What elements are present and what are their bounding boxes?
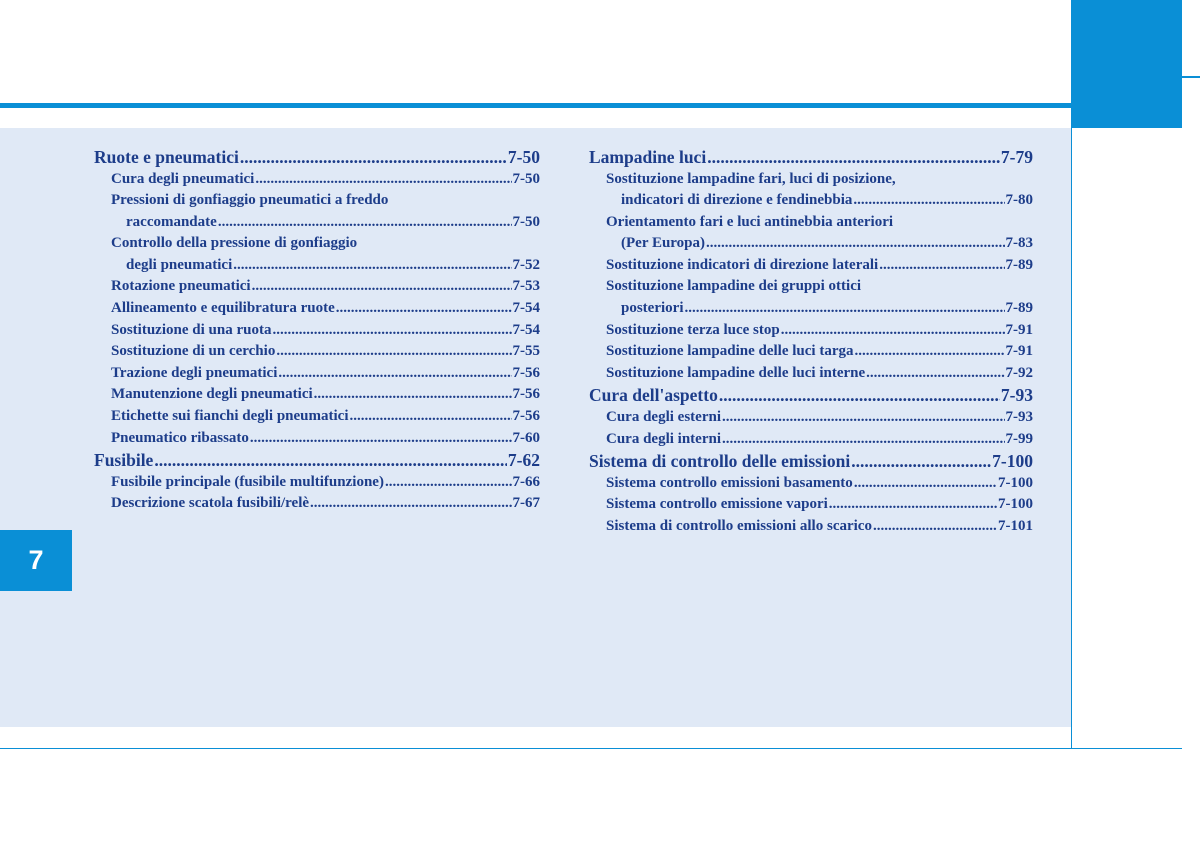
toc-subentry[interactable] bbox=[589, 190, 1033, 212]
toc-entry-title: Fusibile principale (fusibile multifunzione) bbox=[111, 473, 384, 490]
toc-entry-title: Sostituzione indicatori di direzione laterali bbox=[606, 256, 879, 273]
toc-subentry-line1[interactable]: Sostituzione lampadine dei gruppi ottici bbox=[606, 278, 862, 295]
header-rule bbox=[0, 103, 1071, 108]
toc-entry-title: Sistema controllo emissioni basamento bbox=[606, 474, 853, 491]
toc-entry[interactable] bbox=[94, 146, 540, 169]
leader-dots bbox=[336, 298, 512, 320]
toc-subentry[interactable] bbox=[589, 516, 1033, 538]
toc-entry-title: indicatori di direzione e fendinebbia bbox=[621, 192, 853, 209]
toc-subentry-line1[interactable]: Pressioni di gonfiaggio pneumatici a freddo bbox=[111, 192, 389, 209]
leader-dots bbox=[879, 255, 1004, 277]
toc-entry-title: Sostituzione di un cerchio bbox=[111, 343, 276, 360]
toc-entry-title: Cura degli esterni bbox=[606, 408, 721, 425]
toc-subentry[interactable] bbox=[589, 298, 1033, 320]
toc-entry-title: Descrizione scatola fusibili/relè bbox=[111, 495, 310, 512]
leader-dots bbox=[829, 494, 997, 516]
toc-entry[interactable] bbox=[589, 146, 1033, 169]
toc-entry-title: raccomandate bbox=[126, 213, 217, 230]
leader-dots bbox=[252, 276, 512, 298]
toc-entry[interactable] bbox=[589, 450, 1033, 473]
toc-entry-title: Etichette sui fianchi degli pneumatici bbox=[111, 408, 349, 425]
toc-entry-page: 7-100 bbox=[992, 451, 1033, 472]
toc-entry-title: posteriori bbox=[621, 300, 684, 317]
toc-entry-page: 7-60 bbox=[512, 429, 540, 446]
leader-dots bbox=[272, 320, 511, 342]
toc-entry-page: 7-101 bbox=[998, 517, 1033, 534]
toc-entry-page: 7-93 bbox=[1000, 385, 1033, 406]
toc-entry-title: degli pneumatici bbox=[126, 256, 233, 273]
toc-entry-title: Pneumatico ribassato bbox=[111, 429, 249, 446]
toc-entry-page: 7-93 bbox=[1005, 408, 1033, 425]
toc-entry-title: Sistema di controllo emissioni allo scarico bbox=[606, 517, 872, 534]
footer-rule bbox=[0, 748, 1182, 749]
toc-entry-page: 7-100 bbox=[998, 496, 1033, 513]
leader-dots bbox=[233, 255, 511, 277]
toc-subentry[interactable] bbox=[94, 363, 540, 385]
toc-entry-page: 7-89 bbox=[1005, 256, 1033, 273]
toc-entry-title: Sistema di controllo delle emissioni bbox=[589, 451, 851, 472]
leader-dots bbox=[310, 493, 511, 515]
toc-subentry[interactable] bbox=[94, 341, 540, 363]
leader-dots bbox=[707, 146, 1000, 169]
leader-dots bbox=[855, 341, 1005, 363]
toc-subentry[interactable] bbox=[589, 320, 1033, 342]
toc-entry-page: 7-91 bbox=[1005, 321, 1033, 338]
toc-subentry[interactable] bbox=[94, 169, 540, 191]
toc-subentry[interactable] bbox=[94, 298, 540, 320]
leader-dots bbox=[276, 341, 511, 363]
toc-entry-page: 7-92 bbox=[1005, 364, 1033, 381]
leader-dots bbox=[250, 428, 512, 450]
toc-subentry[interactable] bbox=[589, 255, 1033, 277]
side-divider bbox=[1071, 128, 1072, 748]
toc-entry-page: 7-50 bbox=[507, 147, 540, 167]
toc-subentry[interactable] bbox=[589, 407, 1033, 429]
toc-subentry[interactable] bbox=[589, 233, 1033, 255]
toc-entry-title: Cura degli interni bbox=[606, 430, 721, 447]
leader-dots bbox=[218, 212, 512, 234]
toc-subentry[interactable] bbox=[94, 493, 540, 515]
leader-dots bbox=[873, 516, 997, 538]
toc-entry-page: 7-62 bbox=[507, 450, 540, 471]
chapter-number-tab: 7 bbox=[0, 530, 72, 591]
toc-entry-page: 7-67 bbox=[512, 495, 540, 512]
leader-dots bbox=[240, 146, 507, 169]
toc-subentry-line1[interactable]: Orientamento fari e luci antinebbia anteriori bbox=[606, 213, 894, 230]
toc-entry-title: Ruote e pneumatici bbox=[94, 147, 239, 167]
toc-subentry[interactable] bbox=[94, 212, 540, 234]
toc-subentry[interactable] bbox=[94, 428, 540, 450]
toc-subentry[interactable] bbox=[589, 363, 1033, 385]
toc-entry-page: 7-100 bbox=[998, 474, 1033, 491]
leader-dots bbox=[851, 450, 991, 473]
leader-dots bbox=[684, 298, 1004, 320]
toc-entry-title: Sostituzione lampadine delle luci interne bbox=[606, 364, 866, 381]
toc-entry-page: 7-50 bbox=[512, 170, 540, 187]
toc-subentry[interactable] bbox=[589, 429, 1033, 451]
toc-entry-title: Fusibile bbox=[94, 450, 154, 471]
toc-entry-page: 7-54 bbox=[512, 321, 540, 338]
leader-dots bbox=[278, 363, 511, 385]
toc-entry-page: 7-56 bbox=[512, 408, 540, 425]
toc-entry-page: 7-79 bbox=[1000, 147, 1033, 167]
toc-entry-page: 7-54 bbox=[512, 300, 540, 317]
leader-dots bbox=[255, 169, 511, 191]
toc-entry-title: (Per Europa) bbox=[621, 235, 706, 252]
toc-entry-title: Sostituzione lampadine delle luci targa bbox=[606, 343, 854, 360]
toc-subentry-line1[interactable]: Sostituzione lampadine fari, luci di posizione, bbox=[606, 170, 896, 187]
leader-dots bbox=[706, 233, 1004, 255]
toc-subentry[interactable] bbox=[94, 320, 540, 342]
toc-right-column bbox=[589, 146, 1033, 537]
leader-dots bbox=[385, 472, 512, 494]
corner-mark bbox=[1182, 76, 1200, 78]
toc-subentry[interactable] bbox=[94, 276, 540, 298]
toc-entry-title: Sostituzione terza luce stop bbox=[606, 321, 780, 338]
toc-subentry[interactable] bbox=[94, 472, 540, 494]
toc-subentry[interactable] bbox=[589, 341, 1033, 363]
toc-entry-title: Rotazione pneumatici bbox=[111, 278, 251, 295]
leader-dots bbox=[154, 449, 507, 472]
toc-entry-title: Allineamento e equilibratura ruote bbox=[111, 300, 335, 317]
toc-entry-page: 7-80 bbox=[1005, 192, 1033, 209]
leader-dots bbox=[854, 473, 997, 495]
toc-entry-title: Cura dell'aspetto bbox=[589, 385, 718, 406]
toc-subentry[interactable] bbox=[94, 406, 540, 428]
toc-entry-page: 7-99 bbox=[1005, 430, 1033, 447]
leader-dots bbox=[781, 320, 1005, 342]
toc-entry-page: 7-83 bbox=[1005, 235, 1033, 252]
toc-entry[interactable] bbox=[589, 384, 1033, 407]
toc-entry-page: 7-55 bbox=[512, 343, 540, 360]
toc-entry-title: Manutenzione degli pneumatici bbox=[111, 386, 313, 403]
toc-subentry[interactable] bbox=[589, 473, 1033, 495]
leader-dots bbox=[866, 363, 1004, 385]
toc-subentry[interactable] bbox=[589, 494, 1033, 516]
toc-entry-title: Sistema controllo emissione vapori bbox=[606, 496, 828, 513]
toc-entry-page: 7-52 bbox=[512, 256, 540, 273]
leader-dots bbox=[719, 384, 1000, 407]
toc-entry-page: 7-56 bbox=[512, 386, 540, 403]
leader-dots bbox=[314, 384, 512, 406]
toc-subentry[interactable] bbox=[94, 255, 540, 277]
toc-entry-title: Lampadine luci bbox=[589, 147, 707, 167]
leader-dots bbox=[350, 406, 512, 428]
toc-subentry[interactable] bbox=[94, 384, 540, 406]
toc-entry-title: Cura degli pneumatici bbox=[111, 170, 255, 187]
leader-dots bbox=[722, 407, 1005, 429]
toc-left-column bbox=[94, 146, 540, 515]
toc-entry-page: 7-89 bbox=[1005, 300, 1033, 317]
toc-entry-title: Trazione degli pneumatici bbox=[111, 364, 278, 381]
toc-entry-page: 7-91 bbox=[1005, 343, 1033, 360]
toc-entry[interactable] bbox=[94, 449, 540, 472]
toc-entry-page: 7-50 bbox=[512, 213, 540, 230]
corner-tab bbox=[1071, 0, 1182, 128]
leader-dots bbox=[722, 429, 1005, 451]
toc-entry-page: 7-53 bbox=[512, 278, 540, 295]
toc-entry-page: 7-66 bbox=[512, 473, 540, 490]
leader-dots bbox=[853, 190, 1004, 212]
toc-entry-page: 7-56 bbox=[512, 364, 540, 381]
toc-subentry-line1[interactable]: Controllo della pressione di gonfiaggio bbox=[111, 235, 358, 252]
toc-entry-title: Sostituzione di una ruota bbox=[111, 321, 272, 338]
